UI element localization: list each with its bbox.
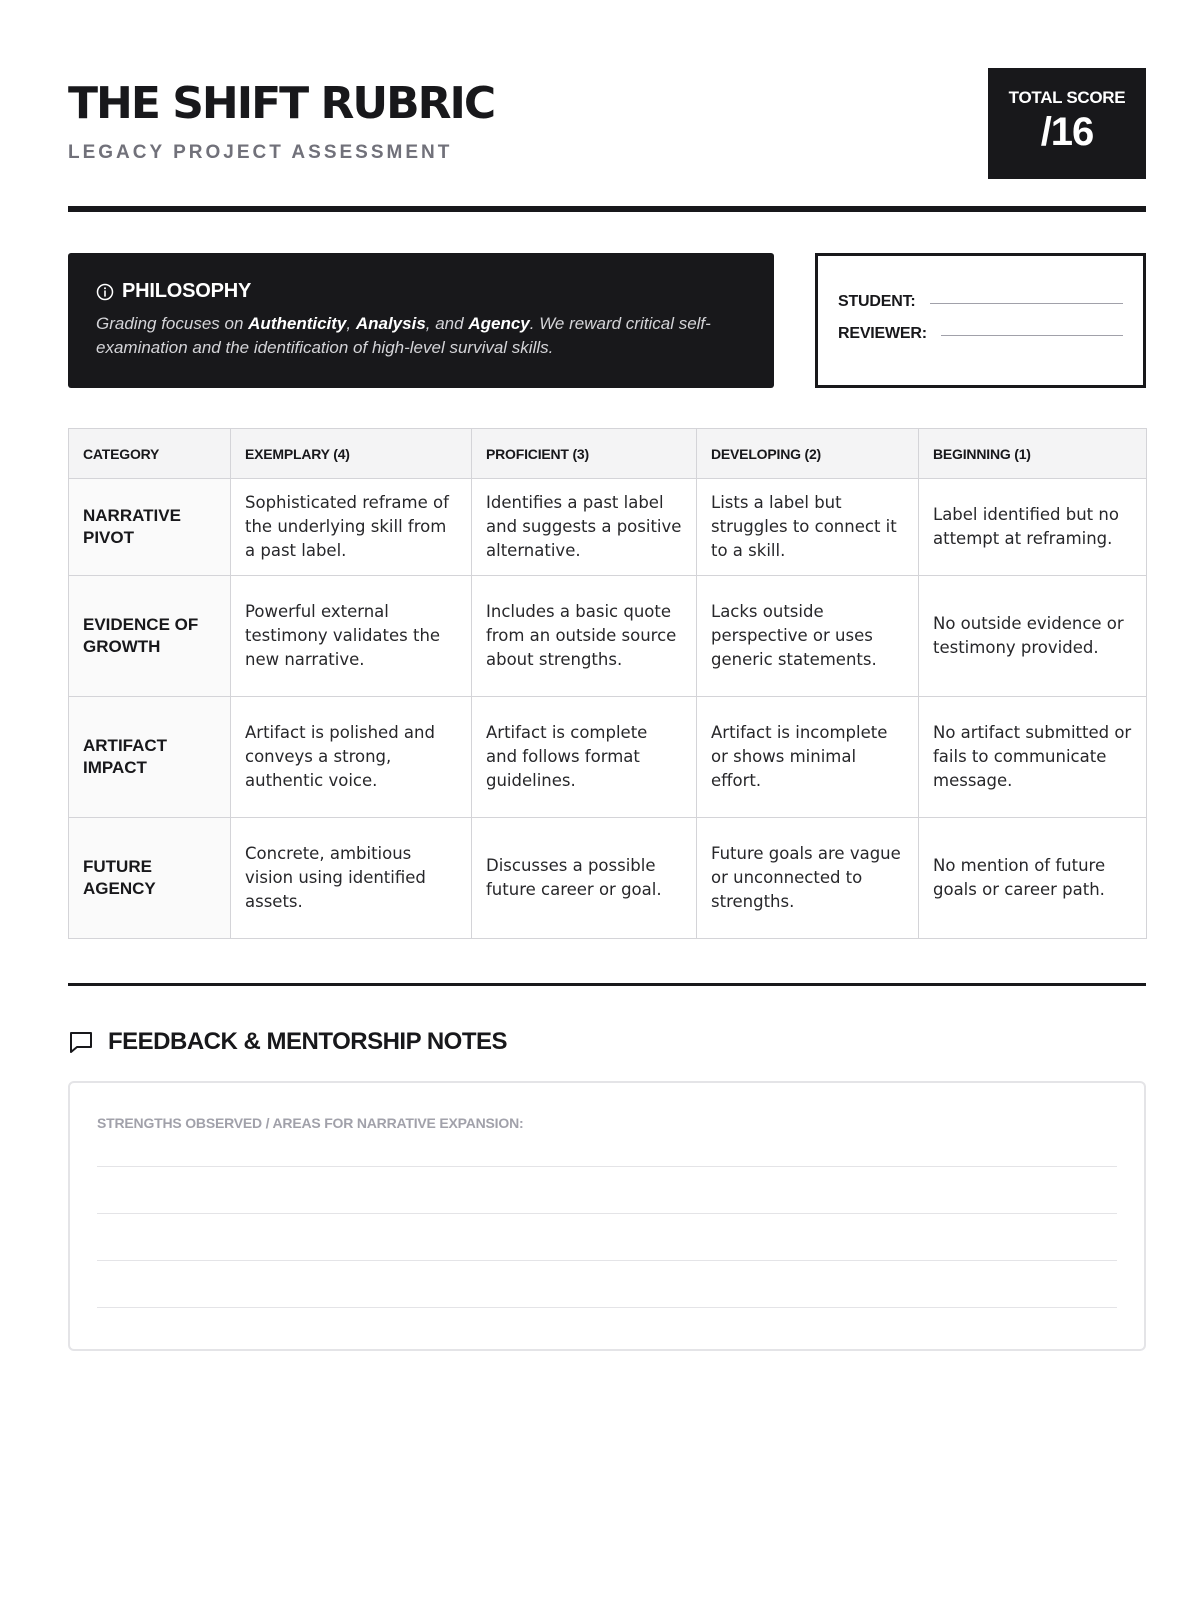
total-score-value: /16 [1040,110,1094,154]
table-cell: No artifact submitted or fails to communicate message. [919,697,1147,818]
reviewer-line[interactable] [941,335,1123,336]
page-header [68,68,1146,180]
table-row [69,479,1147,576]
page-title: THE SHIFT RUBRIC [68,78,495,129]
reviewer-label: REVIEWER: [838,325,927,342]
reviewer-field[interactable] [838,325,1123,343]
row-category: ARTIFACT IMPACT [69,697,231,818]
header-divider [68,206,1146,212]
table-cell: Future goals are vague or unconnected to strengths. [697,818,919,939]
row-category: FUTURE AGENCY [69,818,231,939]
total-score-label: TOTAL SCORE [1008,88,1126,107]
row-category: EVIDENCE OF GROWTH [69,576,231,697]
table-row [69,697,1147,818]
table-cell: Artifact is incomplete or shows minimal effort. [697,697,919,818]
table-cell: Includes a basic quote from an outside source about strengths. [472,576,697,697]
table-cell: Identifies a past label and suggests a positive alternative. [472,479,697,576]
table-cell: Lacks outside perspective or uses generic statements. [697,576,919,697]
col-header-exemplary: EXEMPLARY (4) [231,429,472,479]
feedback-heading [68,1028,507,1056]
term-agency: Agency [468,314,530,333]
table-cell: Powerful external testimony validates the new narrative. [231,576,472,697]
table-cell: Concrete, ambitious vision using identified assets. [231,818,472,939]
table-cell: No mention of future goals or career path. [919,818,1147,939]
table-cell: Lists a label but struggles to connect it to a skill. [697,479,919,576]
feedback-title: FEEDBACK & MENTORSHIP NOTES [108,1028,507,1055]
col-header-proficient: PROFICIENT (3) [472,429,697,479]
table-cell: Label identified but no attempt at reframing. [919,479,1147,576]
table-cell: Artifact is complete and follows format guidelines. [472,697,697,818]
col-header-beginning: BEGINNING (1) [919,429,1147,479]
section-divider [68,983,1146,986]
term-analysis: Analysis [355,314,426,333]
term-authenticity: Authenticity [248,314,347,333]
philosophy-text: Grading focuses on Authenticity, Analysis, and Agency. We reward critical self-examination and the identification of high-level survival skills. [96,314,711,357]
student-field[interactable] [838,293,1123,311]
feedback-prompt: STRENGTHS OBSERVED / AREAS FOR NARRATIVE EXPANSION: [97,1115,524,1131]
note-line [97,1260,1117,1261]
note-line [97,1166,1117,1167]
message-square-icon [68,1029,94,1055]
col-header-developing: DEVELOPING (2) [697,429,919,479]
student-line[interactable] [930,303,1123,304]
rubric-table [68,428,1147,939]
col-header-category: CATEGORY [69,429,231,479]
student-reviewer-box [815,253,1146,388]
rubric-header-row [69,429,1147,479]
table-row [69,818,1147,939]
table-cell: Sophisticated reframe of the underlying skill from a past label. [231,479,472,576]
note-line [97,1307,1117,1308]
table-row [69,576,1147,697]
row-category: NARRATIVE PIVOT [69,479,231,576]
philosophy-title: PHILOSOPHY [122,280,252,302]
feedback-notes-box[interactable] [68,1081,1146,1351]
table-cell: No outside evidence or testimony provided. [919,576,1147,697]
philosophy-panel [68,253,774,388]
info-circle-icon [96,283,114,301]
note-line [97,1213,1117,1214]
table-cell: Artifact is polished and conveys a strong, authentic voice. [231,697,472,818]
student-label: STUDENT: [838,293,916,310]
table-cell: Discusses a possible future career or goal. [472,818,697,939]
page-subtitle: LEGACY PROJECT ASSESSMENT [68,142,453,163]
philosophy-heading [96,280,746,303]
total-score-box [988,68,1146,179]
